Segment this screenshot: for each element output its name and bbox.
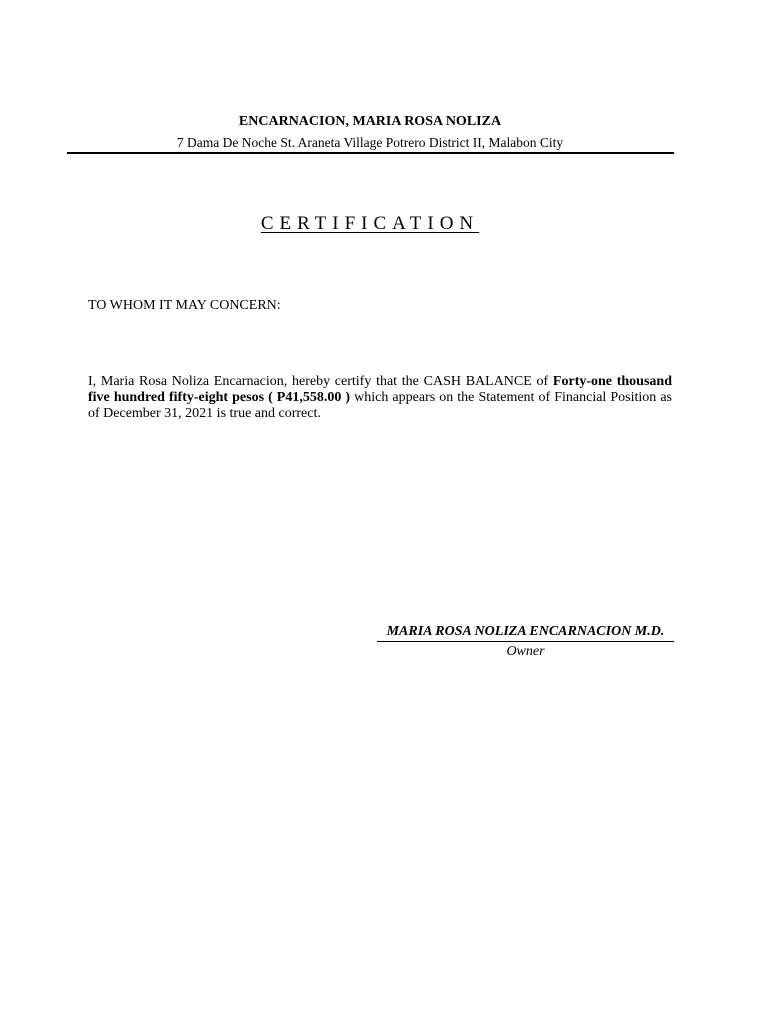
- body-intro: I, Maria Rosa Noliza Encarnacion, hereby certify that the CASH BALANCE of: [88, 374, 553, 389]
- signatory-name: MARIA ROSA NOLIZA ENCARNACION M.D.: [386, 624, 665, 639]
- signature-block: [377, 623, 674, 661]
- body-outro: which appears on the Statement of Financial Position as of December 31, 2021 is true and correct.: [88, 390, 672, 421]
- signatory-role: Owner: [506, 644, 545, 659]
- letterhead: [67, 113, 673, 152]
- letterhead-address: 7 Dama De Noche St. Araneta Village Potrero District II, Malabon City: [176, 135, 564, 150]
- signature-line: [377, 641, 674, 642]
- certification-body: [88, 374, 672, 422]
- body-amount: Forty-one thousand five hundred fifty-eight pesos ( P41,558.00 ): [88, 374, 672, 405]
- letterhead-divider: [67, 152, 674, 154]
- letterhead-name: ENCARNACION, MARIA ROSA NOLIZA: [238, 114, 502, 129]
- document-title: CERTIFICATION: [260, 213, 480, 234]
- salutation: TO WHOM IT MAY CONCERN:: [88, 298, 281, 313]
